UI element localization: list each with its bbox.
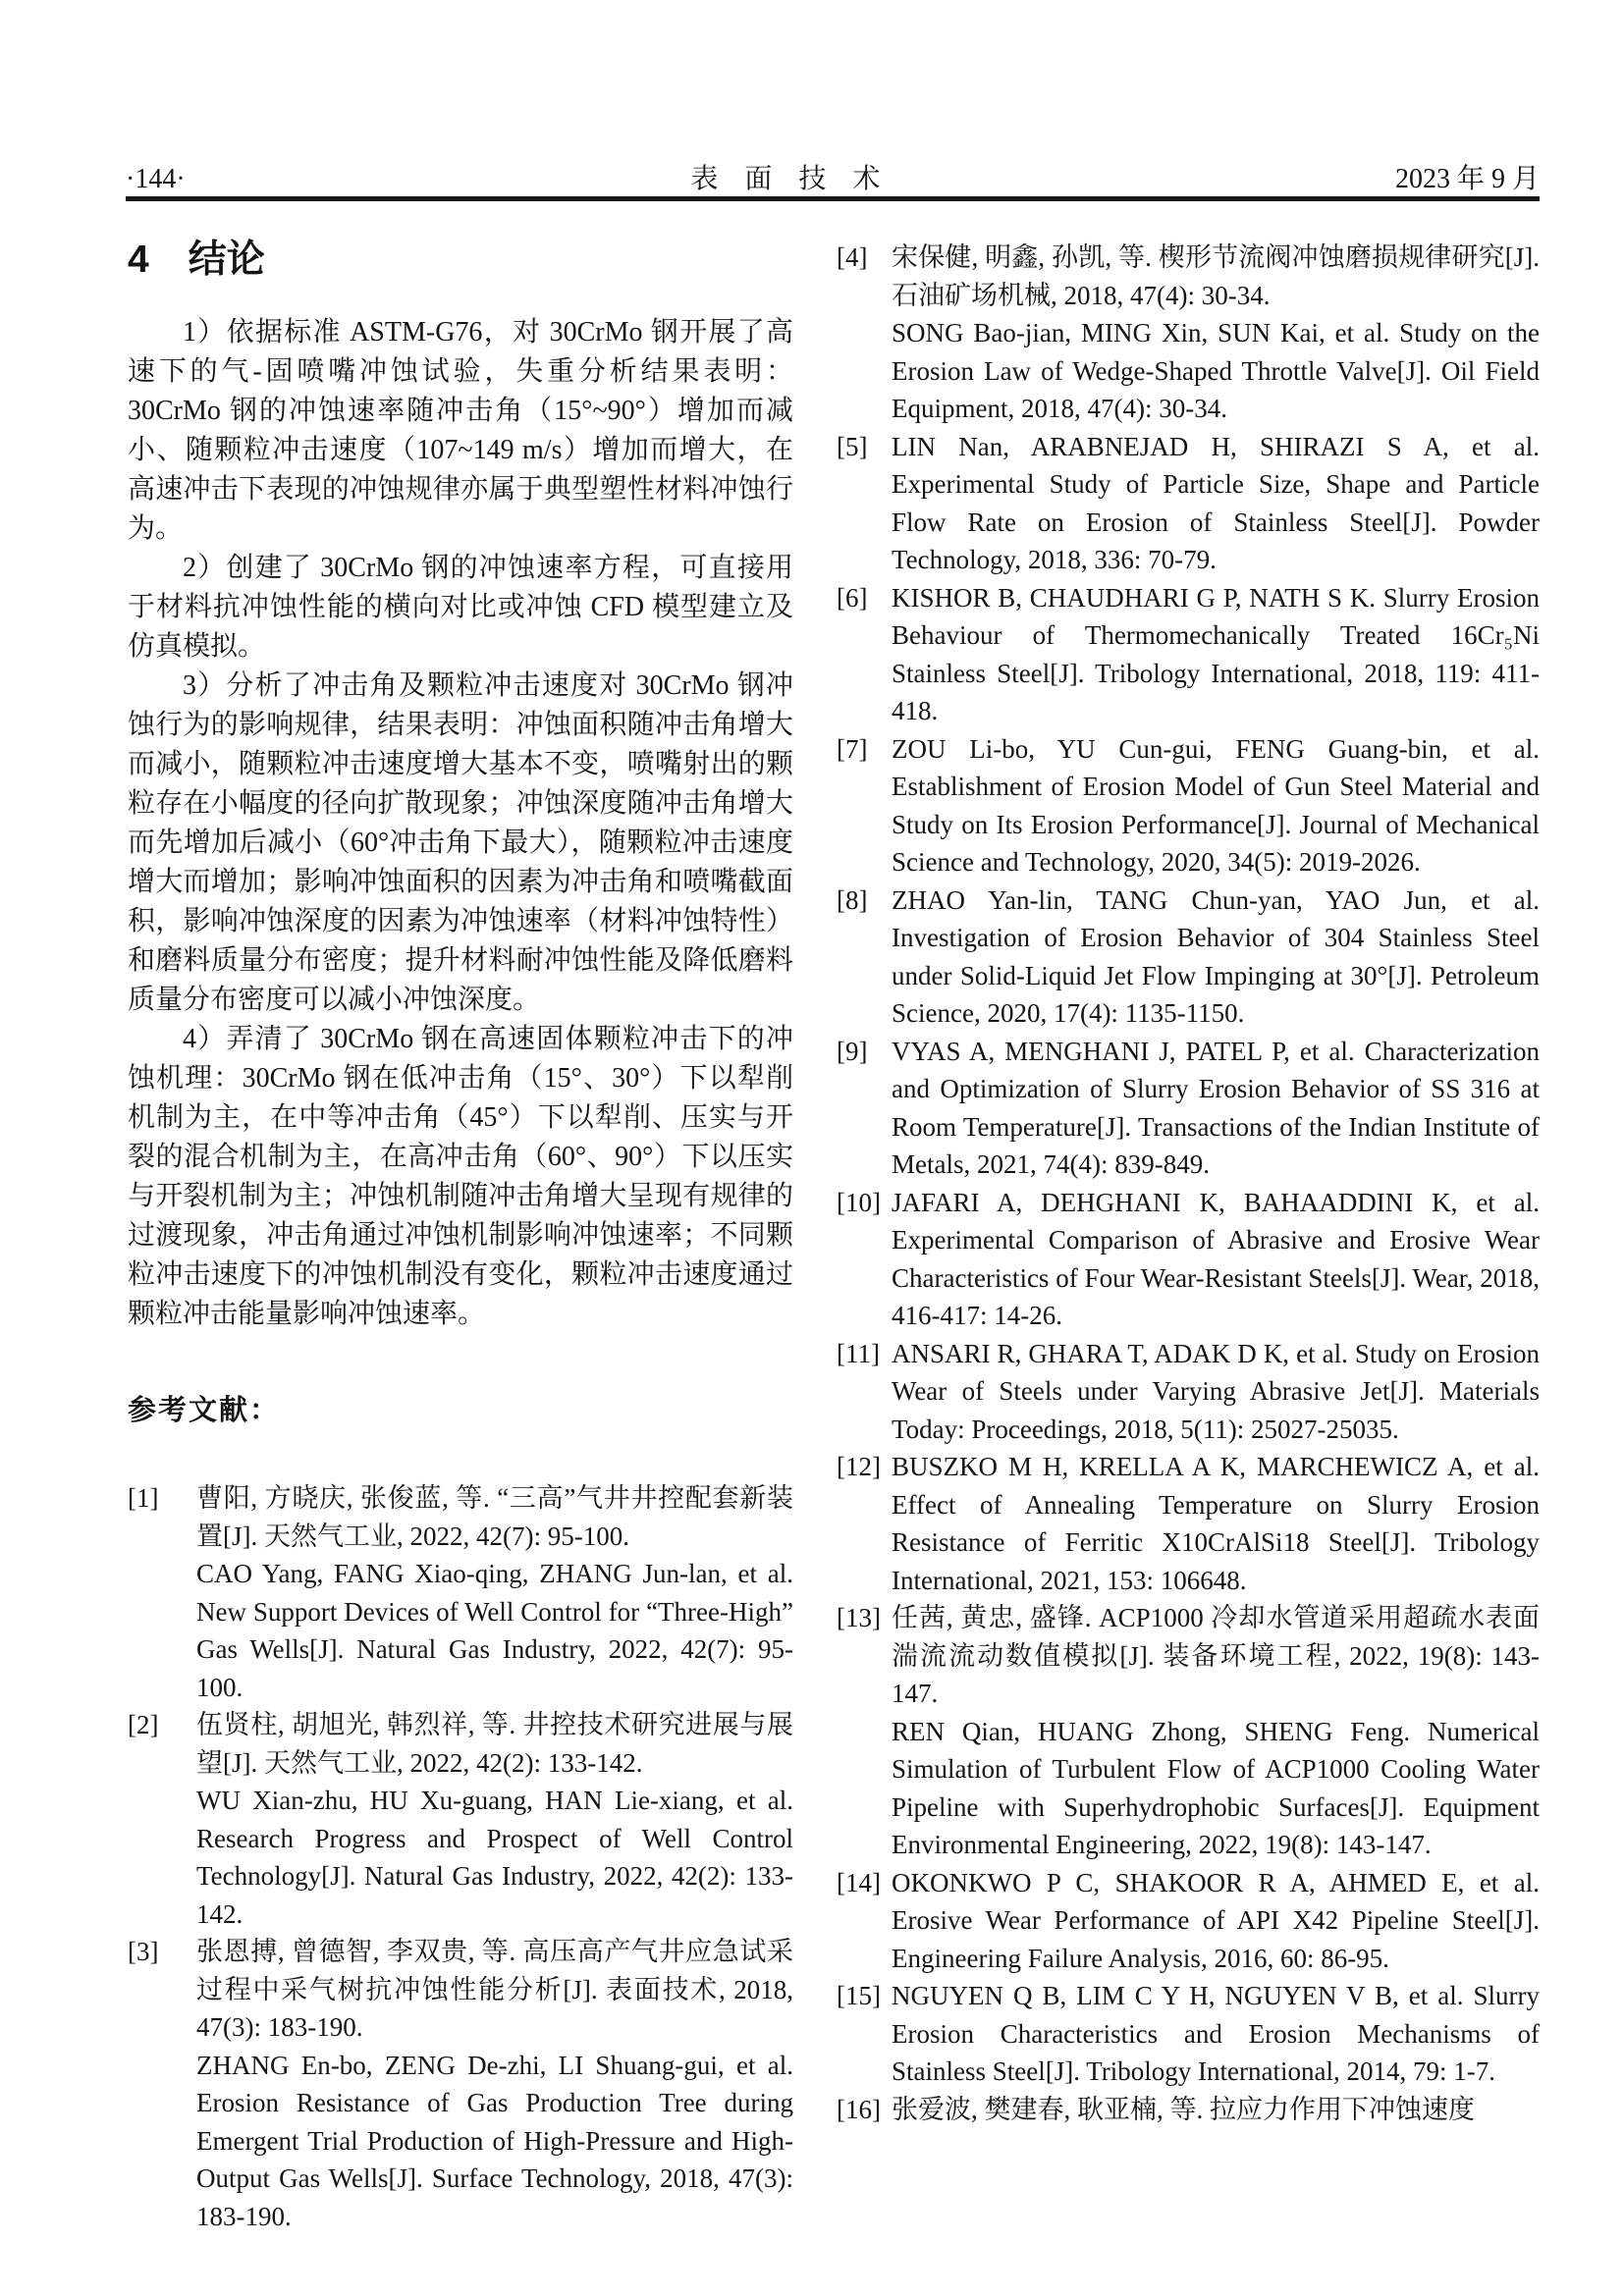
reference-number: [6] — [837, 582, 868, 613]
reference-number: [1] — [128, 1483, 159, 1513]
reference-text-en: ZHANG En-bo, ZENG De-zhi, LI Shuang-gui, et al. Erosion Resistance of Gas Production Tree during Emergent Trial Production of High-Pressure and High-Output Gas Wells[J]. Surface Technology, 2018, 47(3): 183-190. — [196, 2050, 793, 2231]
reference-item-4 — [837, 239, 1540, 428]
reference-item-14 — [837, 1864, 1540, 1978]
reference-text-en: REN Qian, HUANG Zhong, SHENG Feng. Numerical Simulation of Turbulent Flow of ACP1000 Cooling Water Pipeline with Superhydrophobic Surfaces[J]. Equipment Environmental Engineering, 2022, 19(8): 143-147. — [892, 1716, 1540, 1859]
reference-number: [4] — [837, 242, 868, 272]
conclusion-paragraph-4: 4）弄清了 30CrMo 钢在高速固体颗粒冲击下的冲蚀机理：30CrMo 钢在低冲击角（15°、30°）下以犁削机制为主，在中等冲击角（45°）下以犁削、压实与开裂的混合机制为主，在高冲击角（60°、90°）下以压实与开裂机制为主；冲蚀机制随冲击角增大呈现有规律的过渡现象，冲击角通过冲蚀机制影响冲蚀速率；不同颗粒冲击速度下的冲蚀机制没有变化，颗粒冲击速度通过颗粒冲击能量影响冲蚀速率。 — [128, 1024, 793, 1329]
reference-text-zh: 曹阳, 方晓庆, 张俊蓝, 等. “三高”气井井控配套新装置[J]. 天然气工业, 2022, 42(7): 95-100. — [196, 1483, 793, 1551]
reference-number: [7] — [837, 733, 868, 764]
reference-number: [5] — [837, 431, 868, 461]
reference-item-16 — [837, 2091, 1540, 2129]
reference-number: [15] — [837, 1981, 881, 2010]
reference-number: [16] — [837, 2094, 881, 2124]
reference-number: [10] — [837, 1187, 881, 1217]
reference-text-en: SONG Bao-jian, MING Xin, SUN Kai, et al. Study on the Erosion Law of Wedge-Shaped Throttle Valve[J]. Oil Field Equipment, 2018, 47(4): 30-34. — [892, 318, 1540, 423]
section-number: 4 — [128, 239, 149, 281]
reference-text-en: ANSARI R, GHARA T, ADAK D K, et al. Study on Erosion Wear of Steels under Varying Abrasive Jet[J]. Materials Today: Proceedings, 2018, 5(11): 25027-25035. — [892, 1338, 1540, 1444]
reference-number: [14] — [837, 1867, 881, 1897]
reference-text-en: ZOU Li-bo, YU Cun-gui, FENG Guang-bin, et al. Establishment of Erosion Model of Gun Steel Material and Study on Its Erosion Performance[J]. Journal of Mechanical Science and Technology, 2020, 34(5): 2019-2026. — [892, 733, 1540, 877]
reference-text-en: JAFARI A, DEHGHANI K, BAHAADDINI K, et al. Experimental Comparison of Abrasive and Erosive Wear Characteristics of Four Wear-Resistant Steels[J]. Wear, 2018, 416-417: 14-26. — [892, 1187, 1540, 1330]
reference-text-zh: 任茜, 黄忠, 盛锋. ACP1000 冷却水管道采用超疏水表面湍流流动数值模拟[J]. 装备环境工程, 2022, 19(8): 143-147. — [892, 1603, 1540, 1708]
reference-number: [3] — [128, 1937, 159, 1966]
reference-text-en: KISHOR B, CHAUDHARI G P, NATH S K. Slurry Erosion Behaviour of Thermomechanically Treated 16Cr₅Ni Stainless Steel[J]. Tribology International, 2018, 119: 411-418. — [892, 582, 1540, 725]
reference-number: [11] — [837, 1338, 880, 1368]
journal-title: 表 面 技 术 — [690, 164, 891, 194]
reference-number: [2] — [128, 1710, 159, 1739]
right-column — [837, 239, 1540, 2128]
section-title: 结论 — [188, 239, 265, 281]
conclusion-paragraph-1: 1）依据标准 ASTM-G76，对 30CrMo 钢开展了高速下的气-固喷嘴冲蚀试验，失重分析结果表明：30CrMo 钢的冲蚀速率随冲击角（15°~90°）增加而减小、随颗粒冲击速度（107~149 m/s）增加而增大，在高速冲击下表现的冲蚀规律亦属于典型塑性材料冲蚀行为。 — [128, 317, 793, 544]
conclusion-section-heading — [128, 239, 793, 282]
left-column — [128, 239, 793, 2235]
reference-item-6 — [837, 579, 1540, 730]
reference-text-en: BUSZKO M H, KRELLA A K, MARCHEWICZ A, et al. Effect of Annealing Temperature on Slurry Erosion Resistance of Ferritic X10CrAlSi18 Steel[J]. Tribology International, 2021, 153: 106648. — [892, 1452, 1540, 1595]
reference-text-zh: 伍贤柱, 胡旭光, 韩烈祥, 等. 井控技术研究进展与展望[J]. 天然气工业, 2022, 42(2): 133-142. — [196, 1710, 793, 1778]
reference-item-11 — [837, 1335, 1540, 1449]
page-header — [126, 157, 1540, 196]
reference-item-2 — [128, 1706, 793, 1933]
reference-text-zh: 张爱波, 樊建春, 耿亚楠, 等. 拉应力作用下冲蚀速度 — [892, 2094, 1475, 2124]
reference-text-zh: 宋保健, 明鑫, 孙凯, 等. 楔形节流阀冲蚀磨损规律研究[J]. 石油矿场机械, 2018, 47(4): 30-34. — [892, 242, 1540, 310]
header-rule — [126, 196, 1540, 201]
references-heading: 参考文献： — [128, 1395, 281, 1426]
reference-number: [13] — [837, 1603, 881, 1632]
reference-item-13 — [837, 1599, 1540, 1864]
reference-text-en: OKONKWO P C, SHAKOOR R A, AHMED E, et al. Erosive Wear Performance of API X42 Pipeline Steel[J]. Engineering Failure Analysis, 2016, 60: 86-95. — [892, 1867, 1540, 1973]
reference-text-en: WU Xian-zhu, HU Xu-guang, HAN Lie-xiang, et al. Research Progress and Prospect of Well Control Technology[J]. Natural Gas Industry, 2022, 42(2): 133-142. — [196, 1786, 793, 1929]
reference-text-en: CAO Yang, FANG Xiao-qing, ZHANG Jun-lan, et al. New Support Devices of Well Control for “Three-High” Gas Wells[J]. Natural Gas Industry, 2022, 42(7): 95-100. — [196, 1559, 793, 1702]
reference-text-en: VYAS A, MENGHANI J, PATEL P, et al. Characterization and Optimization of Slurry Erosion Behavior of SS 316 at Room Temperature[J]. Transactions of the Indian Institute of Metals, 2021, 74(4): 839-849. — [892, 1036, 1540, 1179]
reference-item-3 — [128, 1933, 793, 2235]
reference-text-en: NGUYEN Q B, LIM C Y H, NGUYEN V B, et al. Slurry Erosion Characteristics and Erosion Mechanisms of Stainless Steel[J]. Tribology International, 2014, 79: 1-7. — [892, 1981, 1540, 2086]
reference-item-1 — [128, 1479, 793, 1706]
conclusion-paragraph-3: 3）分析了冲击角及颗粒冲击速度对 30CrMo 钢冲蚀行为的影响规律，结果表明：冲蚀面积随冲击角增大而减小，随颗粒冲击速度增大基本不变，喷嘴射出的颗粒存在小幅度的径向扩散现象；冲蚀深度随冲击角增大而先增加后减小（60°冲击角下最大），随颗粒冲击速度增大而增加；影响冲蚀面积的因素为冲击角和喷嘴截面积，影响冲蚀深度的因素为冲蚀速率（材料冲蚀特性）和磨料质量分布密度；提升材料耐冲蚀性能及降低磨料质量分布密度可以减小冲蚀深度。 — [128, 670, 793, 1015]
reference-text-zh: 张恩搏, 曾德智, 李双贵, 等. 高压高产气井应急试采过程中采气树抗冲蚀性能分析[J]. 表面技术, 2018, 47(3): 183-190. — [196, 1937, 793, 2042]
reference-number: [8] — [837, 884, 868, 915]
reference-item-15 — [837, 1977, 1540, 2091]
conclusion-paragraph-2: 2）创建了 30CrMo 钢的冲蚀速率方程，可直接用于材料抗冲蚀性能的横向对比或冲蚀 CFD 模型建立及仿真模拟。 — [128, 553, 793, 662]
reference-item-12 — [837, 1448, 1540, 1599]
reference-text-en: LIN Nan, ARABNEJAD H, SHIRAZI S A, et al. Experimental Study of Particle Size, Shape and Particle Flow Rate on Erosion of Stainless Steel[J]. Powder Technology, 2018, 336: 70-79. — [892, 431, 1540, 574]
reference-text-en: ZHAO Yan-lin, TANG Chun-yan, YAO Jun, et al. Investigation of Erosion Behavior of 304 Stainless Steel under Solid-Liquid Jet Flow Impinging at 30°[J]. Petroleum Science, 2020, 17(4): 1135-1150. — [892, 884, 1540, 1028]
page-number: ·144· — [126, 164, 186, 194]
reference-number: [9] — [837, 1036, 868, 1066]
reference-item-5 — [837, 428, 1540, 579]
reference-item-9 — [837, 1033, 1540, 1184]
reference-item-10 — [837, 1184, 1540, 1335]
reference-number: [12] — [837, 1452, 881, 1481]
issue-date: 2023 年 9 月 — [1394, 164, 1540, 194]
reference-item-8 — [837, 881, 1540, 1033]
reference-item-7 — [837, 730, 1540, 881]
